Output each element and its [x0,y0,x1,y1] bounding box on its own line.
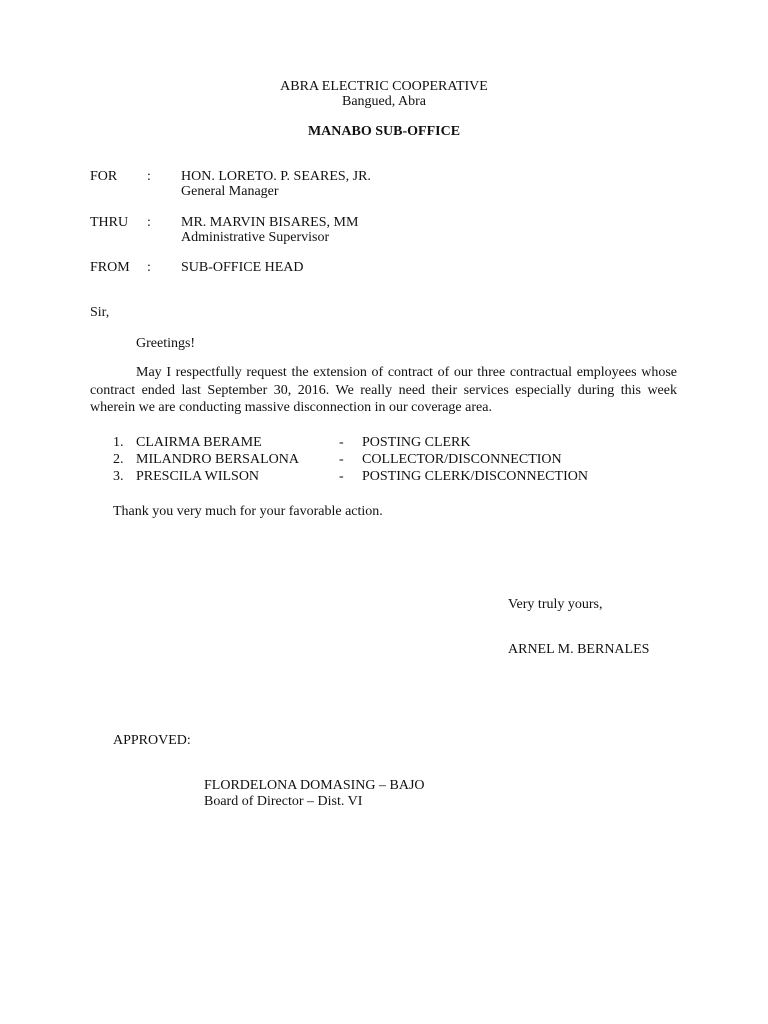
office-title: MANABO SUB-OFFICE [307,124,461,139]
list-dash: - [339,469,344,484]
org-location: Bangued, Abra [342,94,426,109]
employee-name: CLAIRMA BERAME [136,435,262,450]
for-name: HON. LORETO. P. SEARES, JR. [181,169,371,184]
signatory-name: ARNEL M. BERNALES [508,642,650,657]
from-colon: : [147,260,151,275]
approved-label: APPROVED: [113,733,191,748]
approver-name: FLORDELONA DOMASING – BAJO [204,778,425,793]
thru-name: MR. MARVIN BISARES, MM [181,215,359,230]
thanks-line: Thank you very much for your favorable action. [113,504,383,519]
thru-title: Administrative Supervisor [181,230,330,245]
approver-title: Board of Director – Dist. VI [204,794,363,809]
for-colon: : [147,169,151,184]
from-label: FROM [90,260,130,275]
employee-position: COLLECTOR/DISCONNECTION [362,452,562,467]
employee-position: POSTING CLERK/DISCONNECTION [362,469,588,484]
salutation: Sir, [90,305,110,320]
employee-name: PRESCILA WILSON [136,469,260,484]
employee-name: MILANDRO BERSALONA [136,452,299,467]
list-dash: - [339,435,344,450]
employee-position: POSTING CLERK [362,435,471,450]
for-label: FOR [90,169,118,184]
for-title: General Manager [181,184,279,199]
request-paragraph: May I respectfully request the extension of contract of our three contractual employees whose contract ended last September 30, 2016. We really need their services especially during this week wherein we are conducting massive disconnection in our coverage area. [90,365,677,415]
greeting: Greetings! [136,336,196,351]
list-dash: - [339,452,344,467]
valediction: Very truly yours, [508,597,603,612]
list-number: 3. [113,469,124,484]
thru-colon: : [147,215,151,230]
org-name: ABRA ELECTRIC COOPERATIVE [280,79,488,94]
list-number: 1. [113,435,124,450]
list-number: 2. [113,452,124,467]
thru-label: THRU [90,215,129,230]
from-name: SUB-OFFICE HEAD [181,260,304,275]
